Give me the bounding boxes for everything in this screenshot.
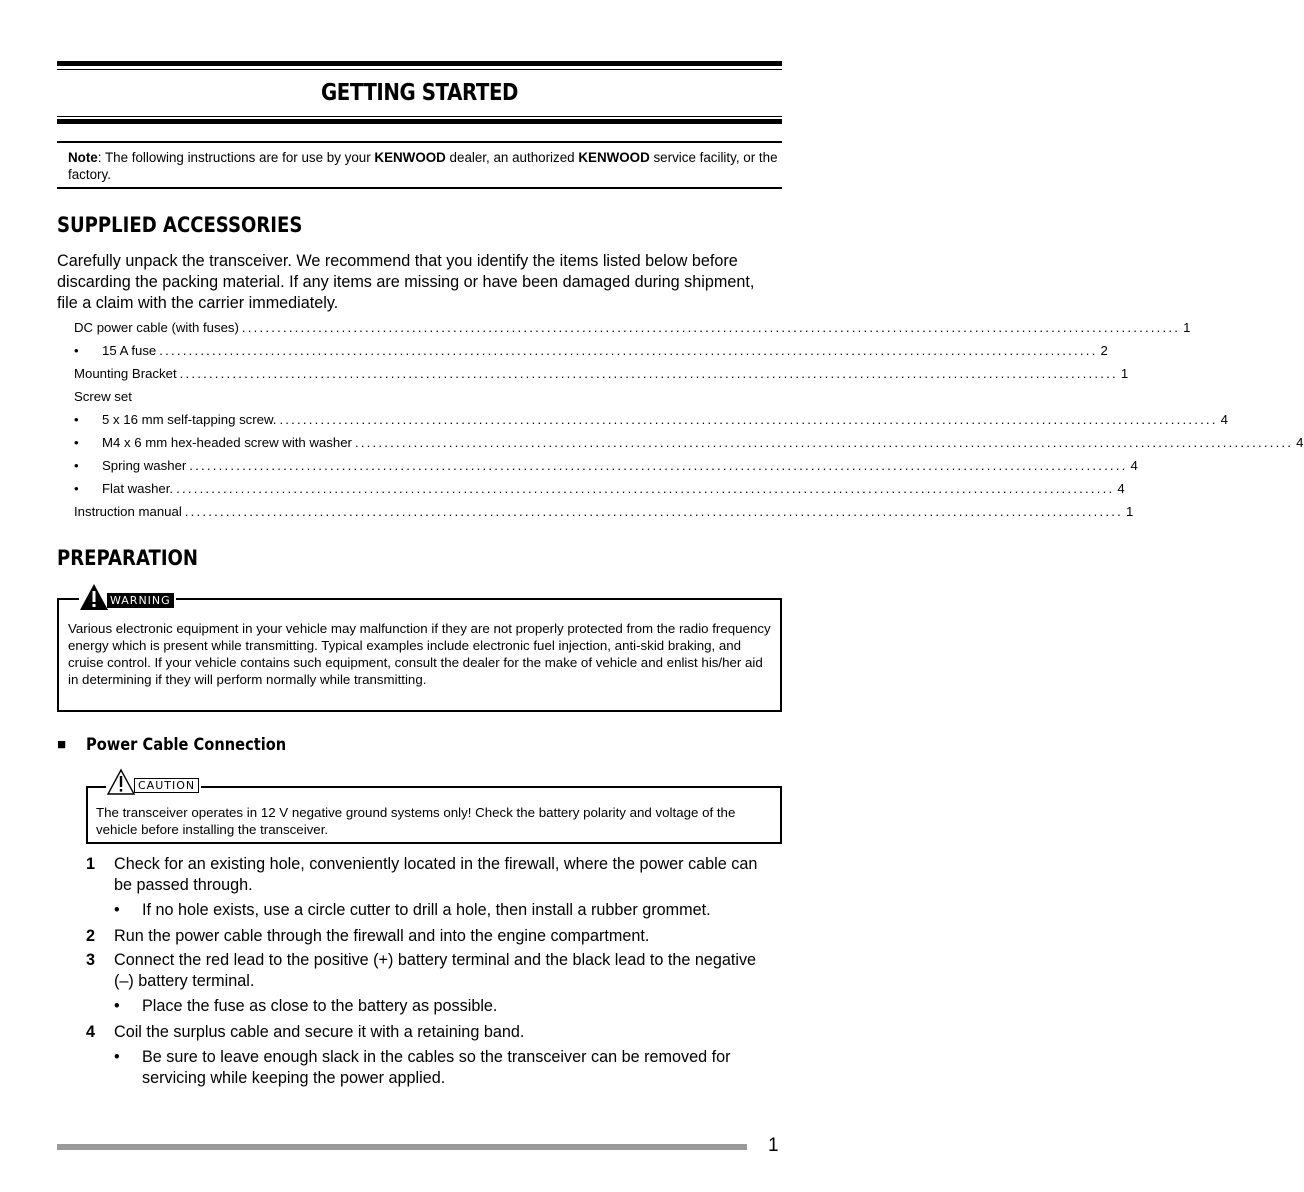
step-number: 3 <box>86 951 96 969</box>
accessory-bullet: • <box>74 343 79 358</box>
warning-badge <box>79 583 176 611</box>
note-bullet-text: Place the fuse as close to the battery as possible. <box>142 997 498 1015</box>
accessory-qty: 4 <box>1296 435 1304 450</box>
accessory-qty: 1 <box>1183 320 1191 335</box>
accessory-row <box>74 366 1129 388</box>
accessory-row <box>74 389 763 411</box>
warning-triangle-icon <box>79 583 109 611</box>
dot-leader: ................................................................................................................................................................ <box>354 435 1294 450</box>
step-text: Check for an existing hole, conveniently located in the firewall, where the power cable can be passed through. <box>114 855 758 894</box>
note-bottom-rule <box>57 187 782 189</box>
section-square-bullet: ■ <box>57 736 67 753</box>
accessory-bullet: • <box>74 435 79 450</box>
note-text-3: service facility, or the factory. <box>68 150 778 182</box>
note-bullet-text: If no hole exists, use a circle cutter to drill a hole, then install a rubber grommet. <box>142 901 711 919</box>
accessory-qty: 1 <box>1120 366 1129 381</box>
preparation-heading: PREPARATION <box>57 546 199 570</box>
accessory-bullet: • <box>74 481 79 496</box>
step-text: Connect the red lead to the positive (+) battery terminal and the black lead to the negative (–) battery terminal. <box>114 951 757 990</box>
accessory-label <box>74 343 156 358</box>
bullet-dot: • <box>114 997 120 1015</box>
page-title: GETTING STARTED <box>320 80 519 106</box>
note-top-rule <box>57 141 782 143</box>
accessory-bullet: • <box>74 412 79 427</box>
accessory-label <box>74 504 182 519</box>
accessory-label <box>74 320 239 335</box>
footer-bar <box>57 1144 747 1150</box>
warning-label: WARNING <box>107 593 174 608</box>
caution-text: The transceiver operates in 12 V negative ground systems only! Check the battery polarity and voltage of the vehicle before installing the transceiver. <box>96 805 736 837</box>
page-number: 1 <box>768 1135 779 1156</box>
accessory-label <box>74 481 173 496</box>
note-label: Note <box>68 150 98 165</box>
note-brand-2: KENWOOD <box>578 150 650 165</box>
header-bottom-rule-thick <box>57 119 782 124</box>
header-bottom-rule-thin <box>57 116 782 117</box>
accessory-label-text: DC power cable (with fuses) <box>74 320 239 335</box>
accessory-row <box>74 320 1191 342</box>
accessory-label <box>74 412 276 427</box>
accessory-label-text: 15 A fuse <box>102 343 157 358</box>
dot-leader: ................................................................................................................................................................ <box>176 481 1115 496</box>
accessory-qty: 4 <box>1220 412 1229 427</box>
note-brand-1: KENWOOD <box>374 150 446 165</box>
dot-leader: ................................................................................................................................................................ <box>179 366 1118 381</box>
accessory-label <box>74 458 186 473</box>
power-cable-heading: Power Cable Connection <box>86 735 287 755</box>
dot-leader: ................................................................................................................................................................ <box>159 343 1098 358</box>
accessory-label-text: M4 x 6 mm hex-headed screw with washer <box>102 435 352 450</box>
accessory-row <box>74 412 1229 434</box>
step-number: 1 <box>86 855 96 873</box>
accessory-qty: 4 <box>1117 481 1125 496</box>
accessory-label <box>74 366 177 381</box>
accessory-qty: 1 <box>1126 504 1134 519</box>
bullet-dot: • <box>114 901 120 919</box>
caution-label: CAUTION <box>134 778 199 793</box>
accessory-label <box>74 435 352 450</box>
accessory-row <box>74 343 1108 365</box>
accessory-label-text: Flat washer. <box>102 481 174 496</box>
accessory-row <box>74 481 1125 503</box>
accessory-label-text: Screw set <box>74 389 132 404</box>
accessory-qty: 4 <box>1130 458 1138 473</box>
step-number: 2 <box>86 927 96 945</box>
step-text: Coil the surplus cable and secure it with a retaining band. <box>114 1023 525 1041</box>
accessory-label-text: Mounting Bracket <box>74 366 177 381</box>
accessory-row <box>74 435 1304 457</box>
note-text-1: : The following instructions are for use by your <box>97 150 375 165</box>
note-text-2: dealer, an authorized <box>445 150 579 165</box>
dot-leader: ................................................................................................................................................................ <box>189 458 1128 473</box>
accessory-bullet: • <box>74 458 79 473</box>
dot-leader: ................................................................................................................................................................ <box>241 320 1181 335</box>
accessory-label-text: Instruction manual <box>74 504 182 519</box>
accessory-qty: 2 <box>1100 343 1108 358</box>
accessory-label-text: 5 x 16 mm self-tapping screw. <box>102 412 277 427</box>
note-bullet-text: Be sure to leave enough slack in the cables so the transceiver can be removed for servicing while keeping the power applied. <box>142 1048 731 1087</box>
accessory-label <box>74 389 132 404</box>
supplied-intro: Carefully unpack the transceiver. We recommend that you identify the items listed below before discarding the packing material. If any items are missing or have been damaged during shipment, file a claim with the carrier immediately. <box>57 252 755 312</box>
warning-text: Various electronic equipment in your vehicle may malfunction if they are not properly protected from the radio frequency energy which is present while transmitting. Typical examples include electronic fuel injection, anti-skid braking, and cruise control. If your vehicle contains such equipment, consult the dealer for the make of vehicle and enlist his/her aid in determining if they will perform normally while transmitting. <box>68 621 771 687</box>
note-text <box>68 149 778 183</box>
accessory-label-text: Spring washer <box>102 458 187 473</box>
step-number: 4 <box>86 1023 96 1041</box>
header-top-rule-thin <box>57 69 782 70</box>
dot-leader: ................................................................................................................................................................ <box>184 504 1123 519</box>
step-text: Run the power cable through the firewall and into the engine compartment. <box>114 927 650 945</box>
header-top-rule-thick <box>57 61 782 66</box>
caution-triangle-icon <box>106 768 136 796</box>
caution-badge <box>106 768 201 796</box>
bullet-dot: • <box>114 1048 120 1066</box>
accessory-row <box>74 458 1138 480</box>
accessory-row <box>74 504 1134 526</box>
dot-leader: ................................................................................................................................................................ <box>279 412 1218 427</box>
supplied-accessories-heading: SUPPLIED ACCESSORIES <box>57 213 303 237</box>
